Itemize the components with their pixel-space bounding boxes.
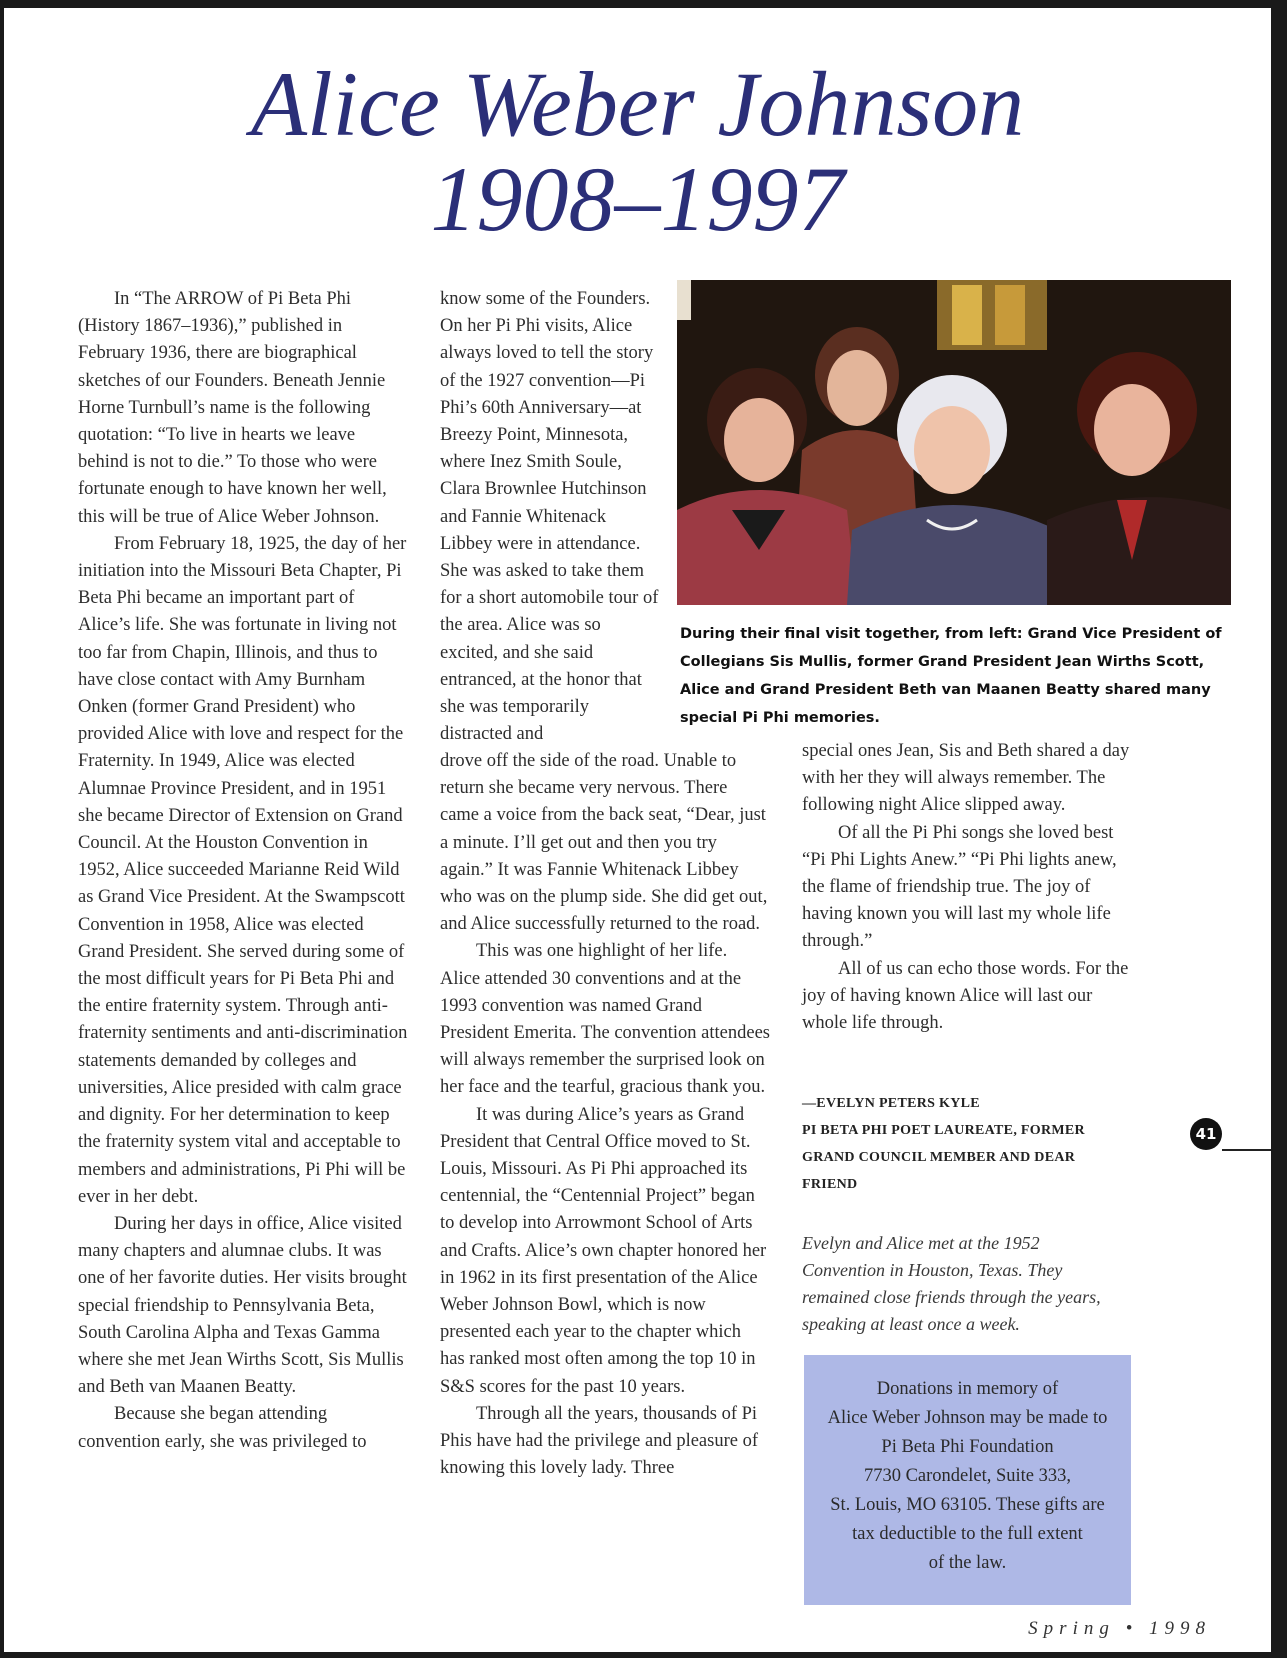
author-name: —EVELYN PETERS KYLE — [802, 1096, 980, 1111]
donation-line: St. Louis, MO 63105. These gifts are — [830, 1495, 1105, 1515]
author-signature — [802, 1090, 1122, 1198]
paragraph: special ones Jean, Sis and Beth shared a day with her they will always remember. The following night Alice slipped away. — [802, 741, 1130, 816]
page-number-badge: 41 — [1190, 1118, 1222, 1150]
paragraph: know some of the Founders. On her Pi Phi visits, Alice always loved to tell the story of the 1927 convention—Pi Phi’s 60th Anniversary—at Breezy Point, Minnesota, where Inez Smith Soule, Clara Brownlee Hutchinson and Fannie Whitenack Libbey were in attendance. She was asked to take them for a short automobile tour of the area. Alice was so excited, and she said entranced, at the honor that she was temporarily distracted and — [440, 289, 659, 745]
column-3 — [802, 738, 1132, 1037]
issue-footer: Spring • 1998 — [1028, 1618, 1211, 1639]
donation-box — [804, 1355, 1131, 1605]
article-title: Alice Weber Johnson — [250, 53, 1025, 155]
page — [4, 8, 1271, 1652]
author-title: PI BETA PHI POET LAUREATE, FORMER GRAND COUNCIL MEMBER AND DEAR FRIEND — [802, 1123, 1085, 1192]
paragraph: This was one highlight of her life. Alice attended 30 conventions and at the 1993 convention was named Grand President Emerita. The convention attendees will always remember the surprised look on her face and the tearful, gracious thank you. — [440, 941, 770, 1098]
donation-line: Donations in memory of — [876, 1379, 1059, 1399]
donation-line: tax deductible to the full extent — [852, 1524, 1083, 1544]
paragraph: From February 18, 1925, the day of her initiation into the Missouri Beta Chapter, Pi Beta Phi became an important part of Alice’s life. She was fortunate in living not too far from Chapin, Illinois, and thus to have close contact with Amy Burnham Onken (former Grand President) who provided Alice with love and respect for the Fraternity. In 1949, Alice was elected Alumnae Province President, and in 1951 she became Director of Extension on Grand Council. At the Houston Convention in 1952, Alice succeeded Marianne Reid Wild as Grand Vice President. At the Swampscott Convention in 1958, Alice was elected Grand President. She served during some of the most difficult years for Pi Beta Phi and the entire fraternity system. Through anti-fraternity sentiments and anti-discrimination statements demanded by colleges and universities, Alice presided with calm grace and dignity. For her determination to keep the fraternity system vital and acceptable to members and administrations, Pi Phi will be ever in her debt. — [78, 533, 408, 1207]
paragraph: In “The ARROW of Pi Beta Phi (History 1867–1936),” published in February 1936, there are biographical sketches of our Founders. Beneath Jennie Horne Turnbull’s name is the following quotation: “To live in hearts we leave behind is not to die.” To those who were fortunate enough to have known her well, this will be true of Alice Weber Johnson. — [78, 289, 387, 527]
photo-illustration — [677, 280, 1231, 605]
donation-line: Pi Beta Phi Foundation — [881, 1437, 1054, 1457]
paragraph: Because she began attending convention early, she was privileged to — [78, 1404, 367, 1452]
donation-line: Alice Weber Johnson may be made to — [827, 1408, 1108, 1428]
column-1 — [78, 286, 408, 1456]
column-2-bottom — [440, 748, 770, 1482]
paragraph: drove off the side of the road. Unable to return she became very nervous. There came a voice from the back seat, “Dear, just a minute. I’ll get out and then you try again.” It was Fannie Whitenack Libbey who was on the plump side. She did get out, and Alice successfully returned to the road. — [440, 751, 768, 935]
author-note: Evelyn and Alice met at the 1952 Convention in Houston, Texas. They remained close friends through the years, speaking at least once a week. — [802, 1233, 1101, 1334]
donation-line: of the law. — [928, 1553, 1007, 1573]
page-number-rule — [1222, 1149, 1271, 1151]
photo-caption: During their final visit together, from left: Grand Vice President of Collegians Sis Mullis, former Grand President Jean Wirths Scott, Alice and Grand President Beth van Maanen Beatty shared many special Pi Phi memories. — [680, 626, 1222, 726]
paragraph: Of all the Pi Phi songs she loved best “Pi Phi Lights Anew.” “Pi Phi lights anew, the flame of friendship true. The joy of having known you will last my whole life through.” — [802, 822, 1117, 952]
paragraph: All of us can echo those words. For the joy of having known Alice will last our whole life through. — [802, 958, 1129, 1034]
group-photo — [677, 280, 1231, 605]
paragraph: During her days in office, Alice visited many chapters and alumnae clubs. It was one of her favorite duties. Her visits brought special friendship to Pennsylvania Beta, South Carolina Alpha and Texas Gamma where she met Jean Wirths Scott, Sis Mullis and Beth van Maanen Beatty. — [78, 1213, 407, 1398]
donation-line: 7730 Carondelet, Suite 333, — [863, 1466, 1072, 1486]
article-years: 1908–1997 — [430, 148, 845, 250]
column-2-top — [440, 286, 662, 748]
paragraph: It was during Alice’s years as Grand President that Central Office moved to St. Louis, Missouri. As Pi Phi approached its centennial, the “Centennial Project” began to develop into Arrowmont School of Arts and Crafts. Alice’s own chapter honored her in 1962 in its first presentation of the Alice Weber Johnson Bowl, which is now presented each year to the chapter which has ranked most often among the top 10 in S&S scores for the past 10 years. — [440, 1104, 767, 1397]
paragraph: Through all the years, thousands of Pi Phis have had the privilege and pleasure of knowing this lovely lady. Three — [440, 1403, 758, 1479]
